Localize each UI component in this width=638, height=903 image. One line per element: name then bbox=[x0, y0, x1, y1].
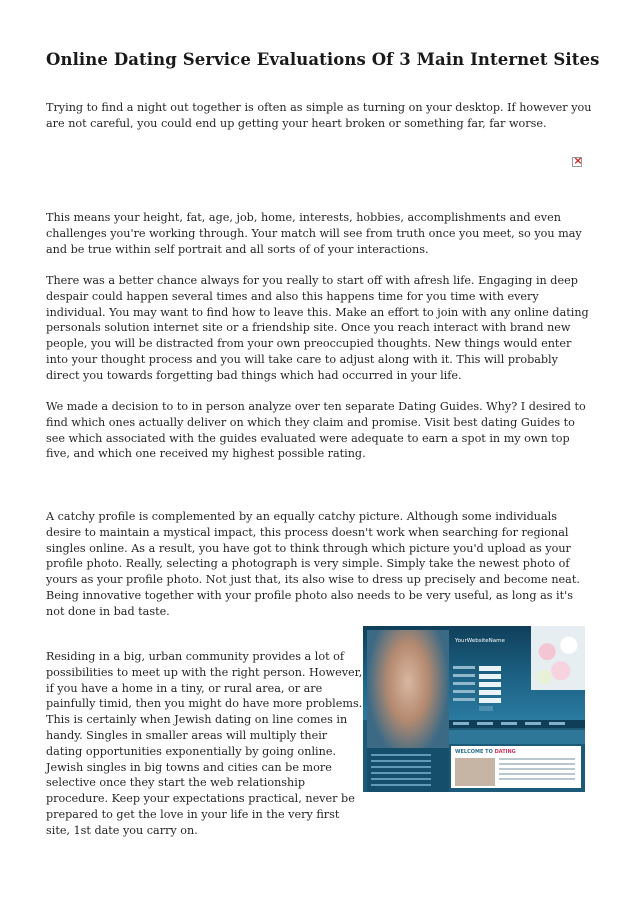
site-sidebar bbox=[367, 748, 449, 792]
welcome-title: WELCOME TO DATING bbox=[455, 749, 516, 755]
paragraph-2: This means your height, fat, age, job, home, interests, hobbies, accomplishments and even challenges you're working through. Your match will see from truth once you meet, so you may and be true within self portrait and all sorts of of your interactions. bbox=[46, 211, 582, 256]
site-name-text: YourWebsiteName bbox=[455, 638, 505, 644]
couple-photo bbox=[367, 630, 449, 760]
paragraph-4: We made a decision to to in person analyze over ten separate Dating Guides. Why? I desired to find which ones actually deliver on which they claim and promise. Visit best dating Guides to see which associated with the guides evaluated were adequate to earn a spot in my own top five, and which one received my highest possible rating. bbox=[46, 400, 586, 461]
search-form bbox=[453, 666, 531, 712]
broken-image-icon bbox=[572, 157, 582, 167]
login-bar bbox=[449, 730, 585, 744]
paragraph-1: Trying to find a night out together is often as simple as turning on your desktop. If however you are not careful, you could end up getting your heart broken or something far, far worse. bbox=[46, 101, 592, 130]
paragraph-6: Residing in a big, urban community provides a lot of possibilities to meet up with the right person. However, if you have a home in a tiny, or rural area, or are painfully timid, then you might do have more problems. This is certainly when Jewish dating on line comes in handy. Singles in smaller areas will multiply their dating opportunities exponentially by going online. Jewish singles in big towns and cities can be more selective once they start the web relationship procedure. Keep your expectations practical, never be prepared to get the love in your life in the very first site, 1st date you carry on. bbox=[46, 650, 363, 837]
dating-website-screenshot bbox=[363, 626, 585, 792]
welcome-image bbox=[455, 758, 495, 786]
flower-decoration bbox=[531, 626, 585, 690]
search-button bbox=[479, 706, 493, 711]
paragraph-5: A catchy profile is complemented by an equally catchy picture. Although some individuals desire to maintain a mystical impact, this process doesn't work when searching for regional singles online. As a result, you have got to think through which picture you'd upload as your profile photo. Really, selecting a photograph is very simple. Simply take the newest photo of yours as your profile photo. Not just that, its also wise to dress up precisely and become neat. Being innovative together with your profile photo also needs to be very useful, as long as it's not done in bad taste. bbox=[46, 510, 580, 618]
welcome-panel bbox=[451, 746, 581, 788]
document-title: Online Dating Service Evaluations Of 3 Main Internet Sites bbox=[46, 50, 600, 69]
paragraph-3: There was a better chance always for you really to start off with afresh life. Engaging in deep despair could happen several times and also this happens time for you time with every individual. You may want to find how to leave this. Make an effort to join with any online dating personals solution internet site or a friendship site. Once you reach interact with brand new people, you will be distracted from your own preoccupied thoughts. New things would enter into your thought process and you will take care to adjust along with it. This will probably direct you towards forgetting bad things which had occurred in your life. bbox=[46, 274, 589, 382]
site-navbar bbox=[449, 720, 585, 728]
